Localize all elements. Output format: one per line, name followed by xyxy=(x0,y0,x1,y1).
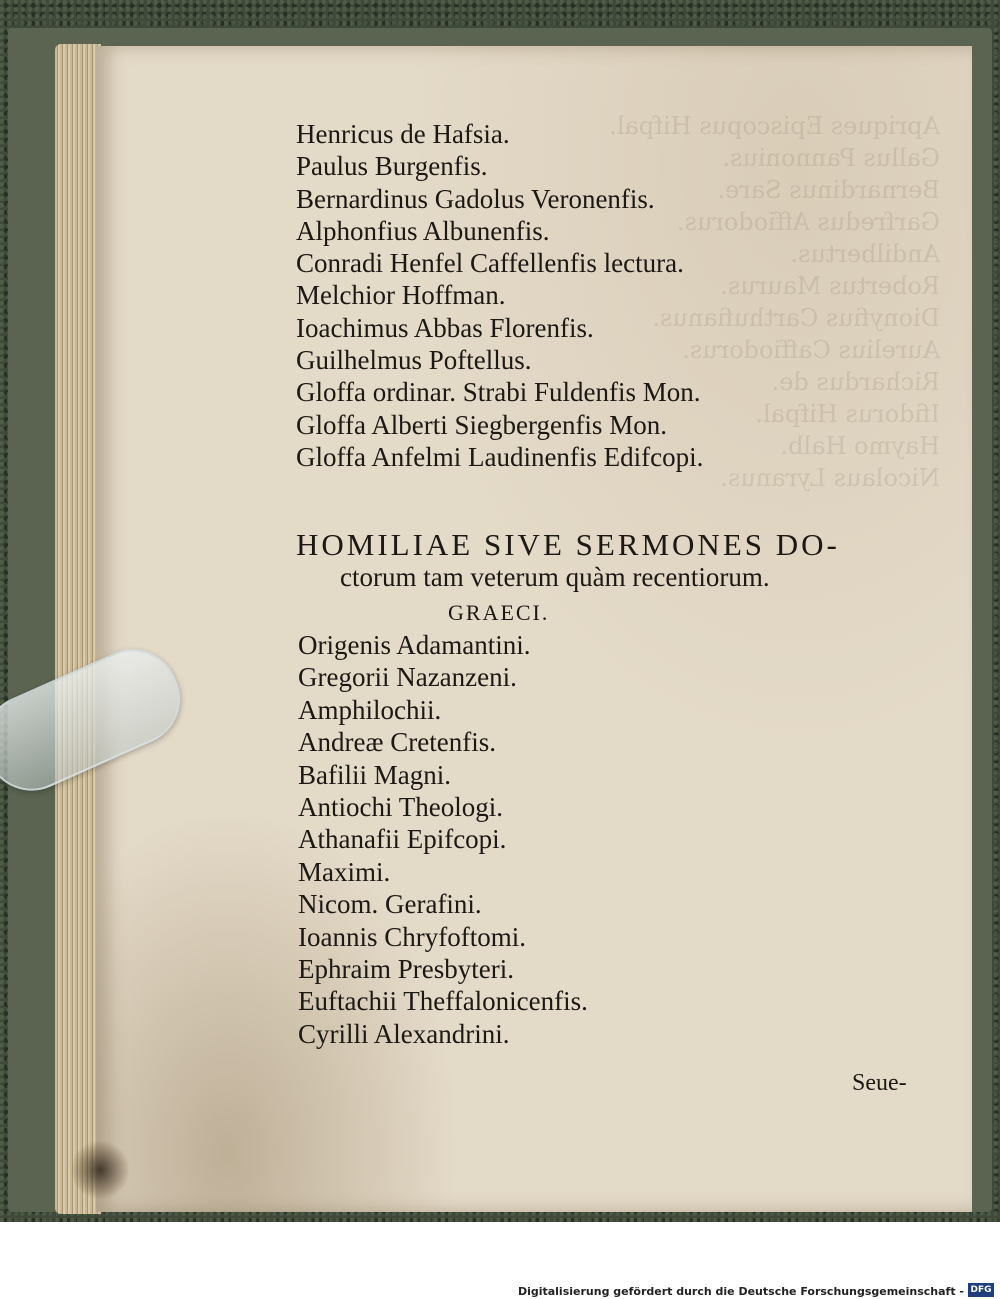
author-entry: Origenis Adamantini. xyxy=(298,630,531,660)
funding-credit: Digitalisierung gefördert durch die Deutsche Forschungsgemeinschaft - xyxy=(517,1285,964,1298)
upper-author-list xyxy=(296,118,703,473)
author-entry: Ephraim Presbyteri. xyxy=(298,954,514,985)
page-edges xyxy=(55,44,101,1214)
subsection-heading: GRAECI. xyxy=(448,600,550,625)
author-entry: Alphonfius Albunenfis. xyxy=(296,215,550,246)
author-entry: Paulus Burgenfis. xyxy=(296,151,488,182)
author-entry: Andreæ Cretenfis. xyxy=(298,727,496,758)
author-entry: Conradi Henfel Caffellenfis lectura. xyxy=(296,248,684,279)
water-stain xyxy=(70,1140,130,1200)
author-entry: Henricus de Hafsia. xyxy=(296,119,510,149)
author-entry: Gloffa Anfelmi Laudinenfis Edifcopi. xyxy=(296,441,704,472)
section-heading: HOMILIAE SIVE SERMONES DO- xyxy=(296,527,840,562)
section-heading-continuation: ctorum tam veterum quàm recentiorum. xyxy=(340,562,770,592)
show-through-text: Apriques Episcopus Hifpal. Gallus Pannonius. Bernardinus Sare. Garfredus Affiodorus. Andilbertus. Robertus Maurus. Dionyfius Carthufianus. Aurelius Caffiodorus. Richardus de. Ifidorus Hifpal. Haymo Halb. Nicolaus Lyranus. xyxy=(609,112,940,492)
author-entry: Amphilochii. xyxy=(298,694,442,725)
author-entry: Cyrilli Alexandrini. xyxy=(298,1018,510,1049)
author-entry: Antiochi Theologi. xyxy=(298,792,503,823)
author-entry: Nicom. Gerafini. xyxy=(298,889,482,920)
author-entry: Guilhelmus Poftellus. xyxy=(296,345,532,376)
author-entry: Gloffa Alberti Siegbergenfis Mon. xyxy=(296,409,667,440)
author-entry: Athanafii Epifcopi. xyxy=(298,824,507,855)
catchword: Seue- xyxy=(852,1070,907,1096)
author-entry: Gregorii Nazanzeni. xyxy=(298,662,517,693)
author-entry: Gloffa ordinar. Strabi Fuldenfis Mon. xyxy=(296,377,701,408)
author-entry: Maximi. xyxy=(298,856,391,887)
author-entry: Bafilii Magni. xyxy=(298,759,451,790)
author-entry: Melchior Hoffman. xyxy=(296,280,506,311)
greek-author-list xyxy=(298,629,588,1050)
author-entry: Ioachimus Abbas Florenfis. xyxy=(296,312,594,343)
author-entry: Ioannis Chryfoftomi. xyxy=(298,921,526,952)
author-entry: Euftachii Theffalonicenfis. xyxy=(298,986,588,1017)
author-entry: Bernardinus Gadolus Veronenfis. xyxy=(296,183,655,214)
dfg-logo: DFG xyxy=(968,1283,994,1297)
